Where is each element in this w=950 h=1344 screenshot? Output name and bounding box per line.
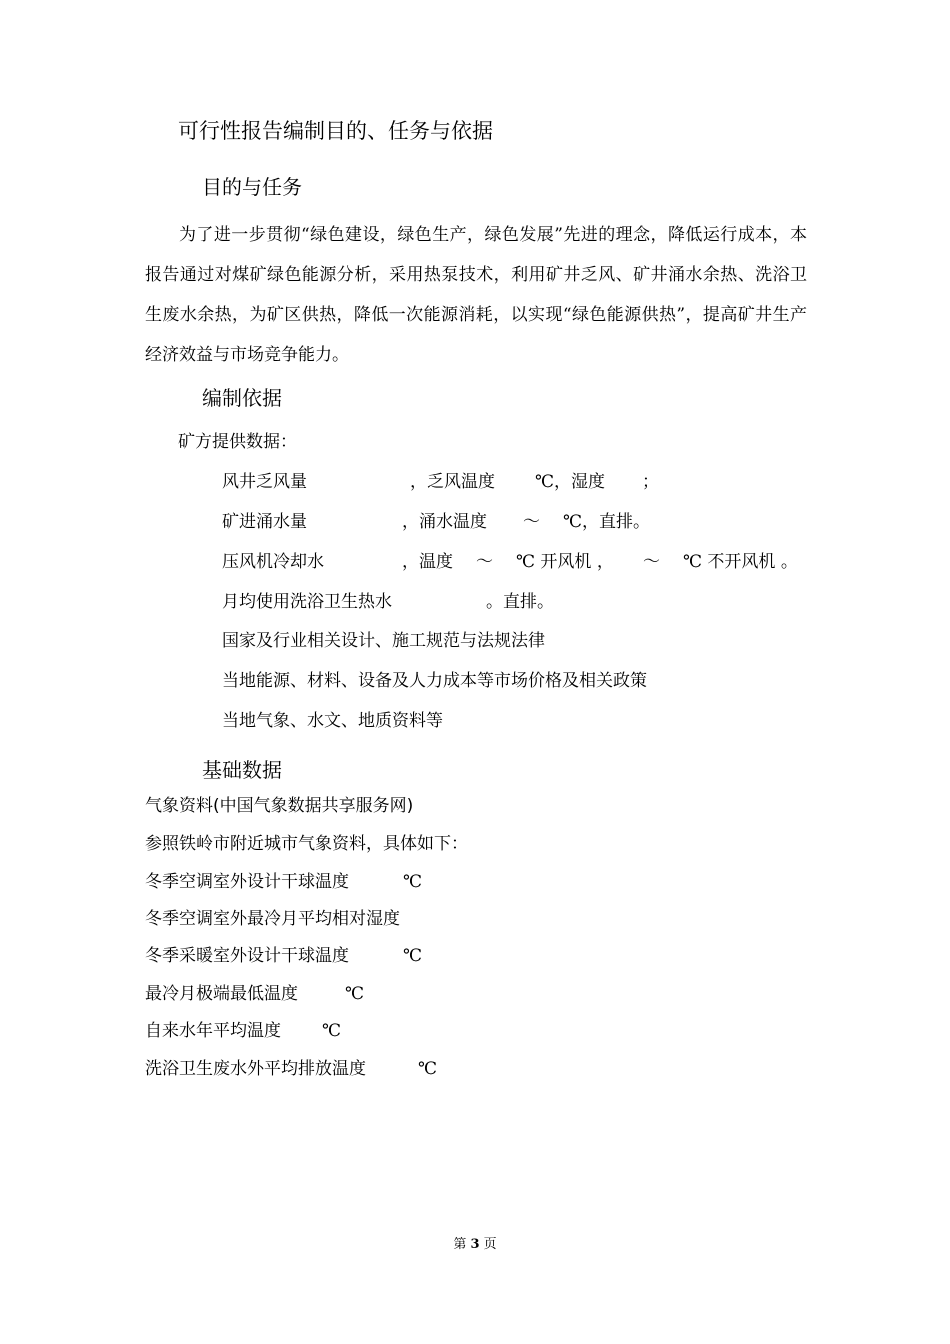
basis-line-text: 风井乏风量 [222,472,307,492]
section-heading-base-data: 基础数据 [202,758,282,782]
footer-suffix: 页 [483,1237,497,1252]
data-line: 冬季空调室外最冷月平均相对湿度 [145,909,400,929]
data-line-unit: ℃ [345,984,365,1004]
data-line: 气象资料(中国气象数据共享服务网) [145,796,414,816]
page-footer [0,1233,950,1252]
basis-line-text: ； [642,472,659,492]
data-line-label: 最冷月极端最低温度 [145,984,298,1004]
basis-line-text: ℃，直排。 [563,512,651,532]
basis-line-text: ～ [523,512,540,532]
basis-line-text: ～ [476,552,493,572]
basis-line-text: ℃，湿度 [535,472,606,492]
basis-line-text: 压风机冷却水 [222,552,324,572]
section-heading-basis: 编制依据 [202,386,282,410]
purpose-paragraph: 为了进一步贯彻“绿色建设，绿色生产，绿色发展”先进的理念，降低运行成本，本报告通过对煤矿绿色能源分析，采用热泵技术，利用矿井乏风、矿井涌水余热、洗浴卫生废水余热，为矿区供热，降低一次能源消耗，以实现“绿色能源供热”，提高矿井生产经济效益与市场竞争能力。 [145,225,807,365]
data-line-label: 自来水年平均温度 [145,1021,281,1041]
data-line-unit: ℃ [403,946,423,966]
basis-line-text: ，温度 [402,552,453,572]
basis-item: 国家及行业相关设计、施工规范与法规法律 [222,631,545,651]
basis-line-text: 矿进涌水量 [222,512,307,532]
basis-item: 当地能源、材料、设备及人力成本等市场价格及相关政策 [222,671,647,691]
basis-intro: 矿方提供数据： [178,432,297,452]
basis-line-text: ～ [643,552,660,572]
data-line-unit: ℃ [322,1021,342,1041]
basis-line-text: 。直排。 [486,592,554,612]
basis-line-text: ，涌水温度 [402,512,487,532]
basis-item: 当地气象、水文、地质资料等 [222,711,443,731]
main-heading: 可行性报告编制目的、任务与依据 [178,119,493,143]
basis-line-text: ，乏风温度 [410,472,495,492]
basis-line-text: ℃ 开风机 ， [516,552,614,572]
data-line-unit: ℃ [403,872,423,892]
data-line-label: 冬季空调室外设计干球温度 [145,872,349,892]
section-heading-purpose: 目的与任务 [202,175,302,199]
footer-prefix: 第 [453,1237,467,1252]
data-line: 参照铁岭市附近城市气象资料，具体如下： [145,834,468,854]
data-line-label: 洗浴卫生废水外平均排放温度 [145,1059,366,1079]
data-line-unit: ℃ [418,1059,438,1079]
data-line-label: 冬季采暖室外设计干球温度 [145,946,349,966]
basis-line-text: ℃ 不开风机 。 [683,552,798,572]
page-number: 3 [470,1237,480,1252]
basis-line-text: 月均使用洗浴卫生热水 [222,592,392,612]
